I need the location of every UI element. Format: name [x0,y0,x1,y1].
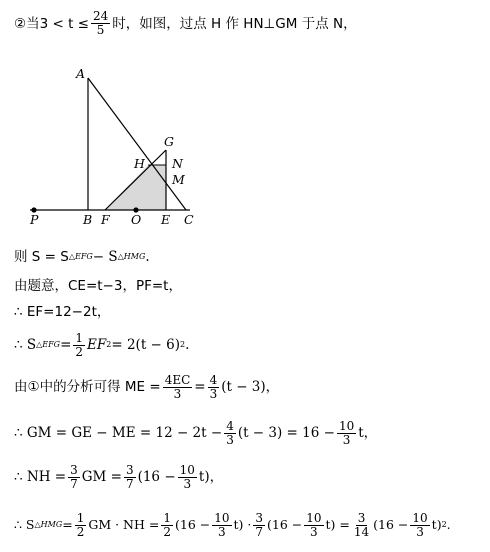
denominator: 2 [76,524,85,539]
denominator: 3 [342,432,351,447]
text-seg: ②当3 < t ≤ [14,15,89,32]
text-seg: = 2(t − 6) [111,337,180,353]
text-seg: 由①中的分析可得 ME = [14,379,161,395]
text-seg: . [145,249,150,265]
fraction [212,512,231,539]
numerator: 4EC [164,372,191,387]
text-seg: t) · [233,517,252,532]
s-hmg-line [14,510,451,540]
text-seg: 时，如图，过点 H 作 HN⊥GM 于点 N， [112,15,357,32]
numerator: 3 [125,462,134,477]
label-m: M [172,172,185,187]
text-seg: t) [431,517,442,532]
numerator: 10 [214,510,230,525]
label-e: E [161,212,171,227]
superscript: 2 [180,340,186,349]
text-seg: . [446,517,451,532]
text-seg: t， [358,425,378,441]
fraction [253,512,265,539]
text-seg: 则 S = S [14,249,69,265]
text-seg: ∴ GM = GE − ME = 12 − 2t − [14,425,223,441]
shaded-region [105,165,166,210]
gm-line [14,418,377,448]
text-seg: EF [87,337,107,353]
text-seg: t) = [325,517,350,532]
subscript: △EFG [68,252,93,261]
text-seg: (16 − [137,469,176,485]
text-seg: GM · NH = [88,517,160,532]
fraction [68,464,80,491]
text-seg: GM = [81,469,122,485]
text-seg: (t − 3)， [221,379,280,395]
numerator: 3 [255,510,263,525]
fraction [224,420,236,447]
fraction [91,10,110,37]
numerator: 1 [163,510,171,525]
denominator: 7 [70,476,78,491]
geometry-figure [20,62,205,230]
denominator: 3 [310,524,318,539]
denominator: 3 [173,386,182,401]
label-c: C [184,212,194,227]
numerator: 24 [92,9,109,23]
text-seg: = [60,337,72,353]
fraction [75,512,87,539]
fraction [73,332,85,359]
fraction [304,512,323,539]
fraction [352,512,371,539]
text-seg: ∴ S [14,517,35,532]
fraction [410,512,429,539]
label-p: P [30,212,39,227]
numerator: 10 [338,418,355,433]
label-b: B [83,212,93,227]
label-o: O [131,212,142,227]
numerator: 10 [412,510,428,525]
text-seg: ∴ S [14,337,37,353]
text-seg: (16 − [174,517,211,532]
numerator: 10 [179,462,195,477]
s-efg-line [14,330,189,360]
text-seg: = [194,379,206,395]
fraction [161,512,173,539]
text-seg: (t − 3) = 16 − [237,425,335,441]
numerator: 4 [209,372,218,387]
fraction [337,420,356,447]
fraction [178,464,197,491]
denominator: 2 [75,344,84,359]
superscript: 2 [106,340,112,349]
numerator: 3 [357,510,366,525]
denominator: 3 [218,524,226,539]
text-seg: − S [92,249,118,265]
denominator: 3 [226,432,234,447]
text-seg: . [185,337,190,353]
label-a: A [76,66,86,81]
numerator: 1 [75,330,84,345]
text-seg: = [62,517,73,532]
fraction [163,374,193,401]
numerator: 4 [226,418,234,433]
label-f: F [101,212,110,227]
nh-line [14,462,223,492]
text-seg: ∴ NH = [14,469,67,485]
denominator: 7 [125,476,134,491]
denominator: 3 [209,386,218,401]
fraction [124,464,136,491]
denominator: 3 [416,524,424,539]
me-line [14,372,279,402]
label-h: H [134,156,145,171]
subscript: △EFG [36,340,61,349]
numerator: 10 [306,510,322,525]
superscript: 2 [441,520,447,529]
denominator: 5 [96,23,105,37]
subscript: △HMG [34,520,63,529]
numerator: 1 [76,510,85,525]
text-seg: (16 − [267,517,303,532]
label-g: G [164,134,174,149]
area-decomposition-line [14,248,150,266]
given-line [14,277,182,295]
text-seg: t)， [198,469,224,485]
label-n: N [172,156,183,171]
text-seg: 由题意，CE=t−3，PF=t， [14,278,182,294]
denominator: 14 [353,524,370,539]
text-seg: ∴ EF=12−2t， [14,304,111,320]
text-seg: (16 − [373,517,409,532]
subscript: △HMG [117,252,146,261]
numerator: 3 [70,462,78,477]
fraction [208,374,220,401]
case-condition-line [14,10,357,37]
denominator: 3 [183,476,192,491]
denominator: 2 [163,524,171,539]
denominator: 7 [255,524,263,539]
ef-line [14,303,110,321]
